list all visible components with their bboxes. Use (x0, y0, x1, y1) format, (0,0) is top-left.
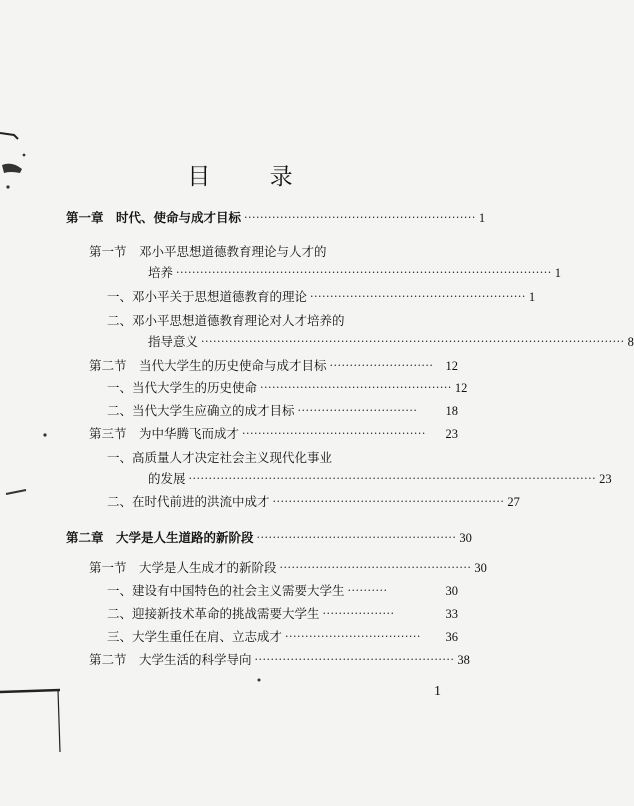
leader-dots: ·································· (285, 630, 421, 643)
page-title: 目 录 (187, 164, 319, 190)
toc-entry-subsection[interactable] (107, 583, 458, 599)
toc-entry-chapter-1[interactable] (66, 210, 486, 226)
leader-dots: ······················································ (310, 290, 526, 303)
leader-dots: ·························· (329, 359, 434, 372)
toc-entry-text: 一、邓小平关于思想道德教育的理论 (107, 289, 308, 304)
toc-entry-text: 第二章 大学是人生道路的新阶段 (66, 530, 254, 545)
toc-entry-text: 二、当代大学生应确立的成才目标 (107, 403, 295, 418)
toc-entry-text: 的发展 (148, 471, 186, 486)
toc-entry-page: 12 (454, 381, 468, 395)
toc-entry-page: 23 (599, 472, 612, 486)
toc-entry-subsection-cont[interactable] (148, 471, 612, 487)
toc-entry-subsection[interactable] (107, 403, 458, 419)
toc-entry-text: 一、建设有中国特色的社会主义需要大学生 (107, 583, 345, 598)
toc-entry-subsection[interactable] (107, 450, 458, 466)
toc-entry-text: 培养 (148, 265, 174, 280)
leader-dots: ·············································· (242, 427, 426, 440)
toc-entry-text: 二、迎接新技术革命的挑战需要大学生 (107, 606, 320, 621)
toc-entry-page: 30 (459, 531, 472, 545)
toc-entry-text: 三、大学生重任在肩、立志成才 (107, 629, 283, 644)
toc-entry-subsection[interactable] (107, 606, 458, 622)
toc-entry-page: 27 (507, 495, 520, 509)
toc-entry-subsection[interactable] (107, 380, 468, 396)
leader-dots: ·························································· (244, 211, 476, 224)
toc-entry-text: 一、高质量人才决定社会主义现代化事业 (107, 450, 333, 465)
leader-dots: ·················································· (254, 653, 455, 666)
toc-entry-subsection[interactable] (107, 494, 520, 510)
toc-entry-page: 18 (445, 404, 458, 418)
toc-entry-subsection-cont[interactable] (148, 334, 634, 350)
toc-entry-text: 一、当代大学生的历史使命 (107, 380, 258, 395)
leader-dots: ················································ (260, 381, 452, 394)
scan-artifact (255, 676, 263, 684)
toc-entry-section[interactable] (89, 560, 487, 576)
scan-artifact (40, 430, 50, 440)
toc-entry-section[interactable] (89, 652, 470, 668)
leader-dots: ······································································································ (188, 472, 597, 485)
page-number: 1 (434, 684, 441, 699)
toc-entry-chapter-2[interactable] (66, 530, 472, 546)
toc-entry-section[interactable] (89, 358, 458, 374)
leader-dots: ······························································································ (176, 266, 552, 279)
toc-entry-subsection[interactable] (107, 629, 458, 645)
leader-dots: ·················· (322, 607, 395, 620)
toc-entry-section-cont[interactable] (148, 265, 561, 281)
leader-dots: ················································ (279, 561, 472, 574)
toc-entry-page: 38 (457, 653, 470, 667)
toc-entry-subsection[interactable] (107, 289, 536, 305)
scan-artifact (0, 125, 40, 195)
toc-entry-page: 23 (445, 427, 458, 441)
leader-dots: ·················································· (256, 531, 457, 544)
toc-entry-text: 第一章 时代、使命与成才目标 (66, 210, 242, 225)
toc-entry-page: 36 (445, 630, 458, 644)
toc-entry-text: 二、在时代前进的洪流中成才 (107, 494, 270, 509)
toc-entry-page: 1 (478, 211, 486, 225)
toc-entry-page: 12 (445, 359, 458, 373)
leader-dots: ······························ (297, 404, 418, 417)
toc-entry-text: 二、邓小平思想道德教育理论对人才培养的 (107, 313, 345, 328)
toc-entry-page: 8 (627, 335, 634, 349)
toc-entry-section[interactable] (89, 244, 458, 260)
scan-artifact (0, 680, 70, 760)
toc-entry-page: 1 (554, 266, 561, 280)
toc-entry-page: 33 (445, 607, 458, 621)
toc-entry-text: 指导意义 (148, 334, 199, 349)
leader-dots: ·········································································································· (201, 335, 625, 348)
toc-entry-page: 30 (474, 561, 487, 575)
scan-artifact (0, 480, 30, 510)
toc-entry-page: 1 (528, 290, 536, 304)
toc-entry-text: 第三节 为中华腾飞而成才 (89, 426, 240, 441)
toc-entry-text: 第二节 大学生活的科学导向 (89, 652, 252, 667)
toc-entry-text: 第二节 当代大学生的历史使命与成才目标 (89, 358, 327, 373)
toc-entry-section[interactable] (89, 426, 458, 442)
leader-dots: ·········· (347, 584, 388, 597)
toc-entry-text: 第一节 大学是人生成才的新阶段 (89, 560, 277, 575)
toc-entry-subsection[interactable] (107, 313, 458, 329)
toc-entry-page: 30 (445, 584, 458, 598)
leader-dots: ·························································· (272, 495, 505, 508)
toc-entry-text: 第一节 邓小平思想道德教育理论与人才的 (89, 244, 327, 259)
